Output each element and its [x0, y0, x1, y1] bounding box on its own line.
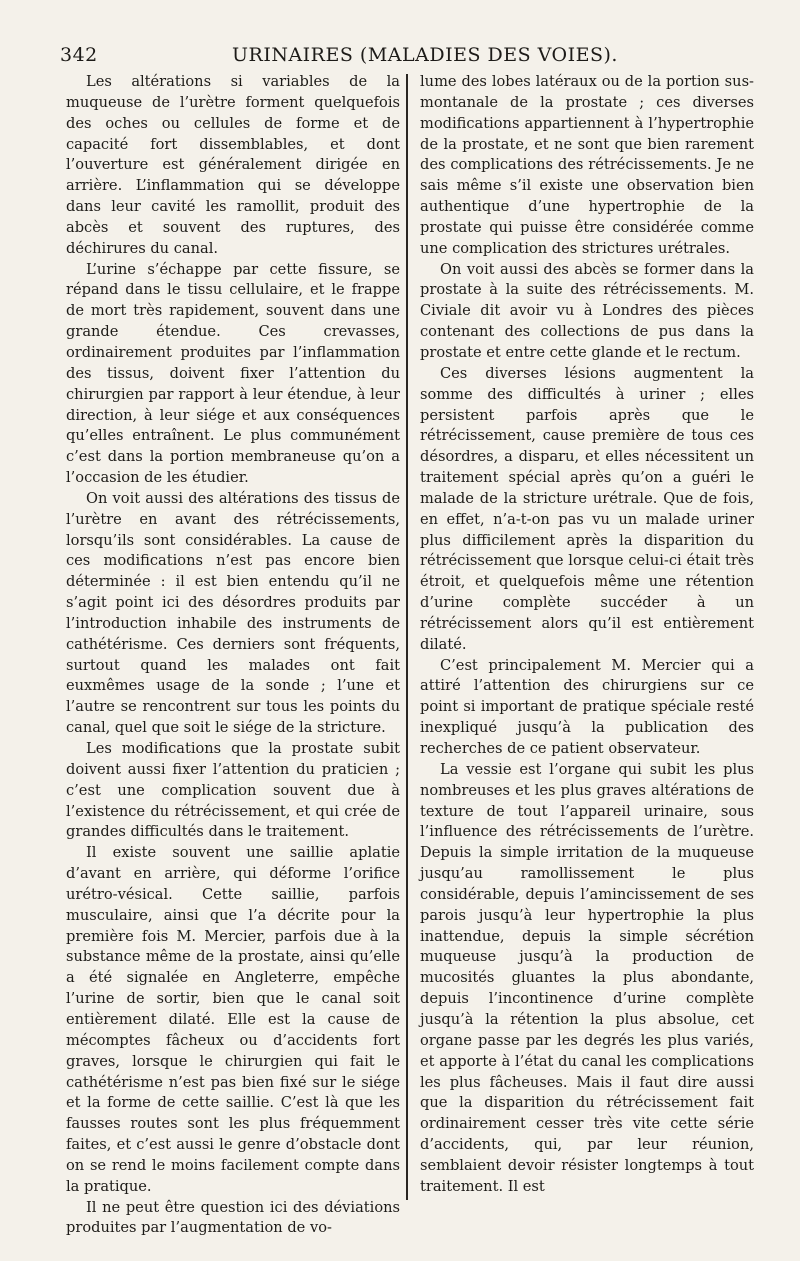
paragraph: C’est principalement M. Mercier qui a attiré l’attention des chirurgiens sur ce point si important de pratique spéciale resté inexpliqué jusqu’à la publication des recherches de ce patient observateur. — [420, 656, 754, 757]
right-column — [420, 72, 754, 1198]
column-divider — [406, 74, 408, 1200]
paragraph: Il existe souvent une saillie aplatie d’avant en arrière, qui déforme l’orifice urétro-vésical. Cette saillie, parfois musculaire, ainsi que l’a décrite pour la première fois M. Mercier, parfois due à la substance même de la prostate, ainsi qu’elle a été signalée en Angleterre, empêche l’urine de sortir, bien que le canal soit entièrement dilaté. Elle est la cause de mécomptes fâcheux ou d’accidents fort graves, lorsque le chirurgien qui fait le cathétérisme n’est pas bien fixé sur le siége et la forme de cette saillie. C’est là que les fausses routes sont les plus fréquemment faites, et c’est aussi le genre d’obstacle dont on se rend le moins facilement compte dans la pratique. — [66, 844, 400, 1195]
paragraph: On voit aussi des abcès se former dans la prostate à la suite des rétrécissements. M. Civiale dit avoir vu à Londres des pièces contenant des collections de pus dans la prostate et entre cette glande et le rectum. — [420, 260, 754, 361]
paragraph: Les altérations si variables de la muqueuse de l’urètre forment quelquefois des oches ou cellules de forme et de capacité fort dissemblables, et dont l’ouverture est généralement dirigée en arrière. L’inflammation qui se développe dans leur cavité les ramollit, produit des abcès et souvent des ruptures, des déchirures du canal. — [66, 73, 400, 257]
page-header — [60, 44, 760, 68]
paragraph: On voit aussi des altérations des tissus de l’urètre en avant des rétrécissements, lorsqu’ils sont considérables. La cause de ces modifications n’est pas encore bien déterminée : il est bien entendu qu’il ne s’agit point ici des désordres produits par l’introduction inhabile des instruments de cathétérisme. Ces derniers sont fréquents, surtout quand les malades ont fait euxmêmes usage de la sonde ; l’une et l’autre se rencontrent sur tous les points du canal, quel que soit le siége de la stricture. — [66, 489, 400, 737]
paragraph: L’urine s’échappe par cette fissure, se répand dans le tissu cellulaire, et le frappe de mort très rapidement, souvent dans une grande étendue. Ces crevasses, ordinairement produites par l’inflammation des tissus, doivent fixer l’attention du chirurgien par rapport à leur étendue, à leur direction, à leur siége et aux conséquences qu’elles entraînent. Le plus communément c’est dans la portion membraneuse qu’on a l’occasion de les étudier. — [66, 260, 400, 487]
page-number: 342 — [60, 44, 98, 66]
paragraph: La vessie est l’organe qui subit les plus nombreuses et les plus graves altérations de texture de tout l’appareil urinaire, sous l’influence des rétrécissements de l’urètre. Depuis la simple irritation de la muqueuse jusqu’au ramollissement le plus considérable, depuis l’amincissement de ses parois jusqu’à leur hypertrophie la plus inattendue, depuis la simple sécrétion muqueuse jusqu’à la production de mucosités gluantes la plus abondante, depuis l’incontinence d’urine complète jusqu’à la rétention la plus absolue, cet organe passe par les degrés les plus variés, et apporte à l’état du canal les complications les plus fâcheuses. Mais il faut dire aussi que la disparition du rétrécissement fait ordinairement cesser très vite cette série d’accidents, qui, par leur réunion, semblaient devoir résister longtemps à tout traitement. Il est — [420, 760, 754, 1195]
paragraph: Ces diverses lésions augmentent la somme des difficultés à uriner ; elles persistent parfois après que le rétrécissement, cause première de tous ces désordres, a disparu, et elles nécessitent un traitement spécial après qu’on a guéri le malade de la stricture urétrale. Que de fois, en effet, n’a-t-on pas vu un malade uriner plus difficilement après la disparition du rétrécissement que lorsque celui-ci était très étroit, et quelquefois même une rétention d’urine complète succéder à un rétrécissement alors qu’il est entièrement dilaté. — [420, 364, 754, 653]
paragraph-continuation: lume des lobes latéraux ou de la portion sus-montanale de la prostate ; ces diverses modifications appartiennent à l’hypertrophie de la prostate, et ne sont que bien rarement des complications des rétrécissements. Je ne sais même s’il existe une observation bien authentique d’une hypertrophie de la prostate qui puisse être considérée comme une complication des strictures urétrales. — [420, 73, 754, 257]
left-column — [66, 72, 400, 1239]
running-title: URINAIRES (MALADIES DES VOIES). — [232, 44, 618, 66]
paragraph: Il ne peut être question ici des déviations produites par l’augmentation de vo- — [66, 1198, 400, 1237]
paragraph: Les modifications que la prostate subit doivent aussi fixer l’attention du praticien ; c’est une complication souvent due à l’existence du rétrécissement, et qui crée de grandes difficultés dans le traitement. — [66, 740, 400, 841]
